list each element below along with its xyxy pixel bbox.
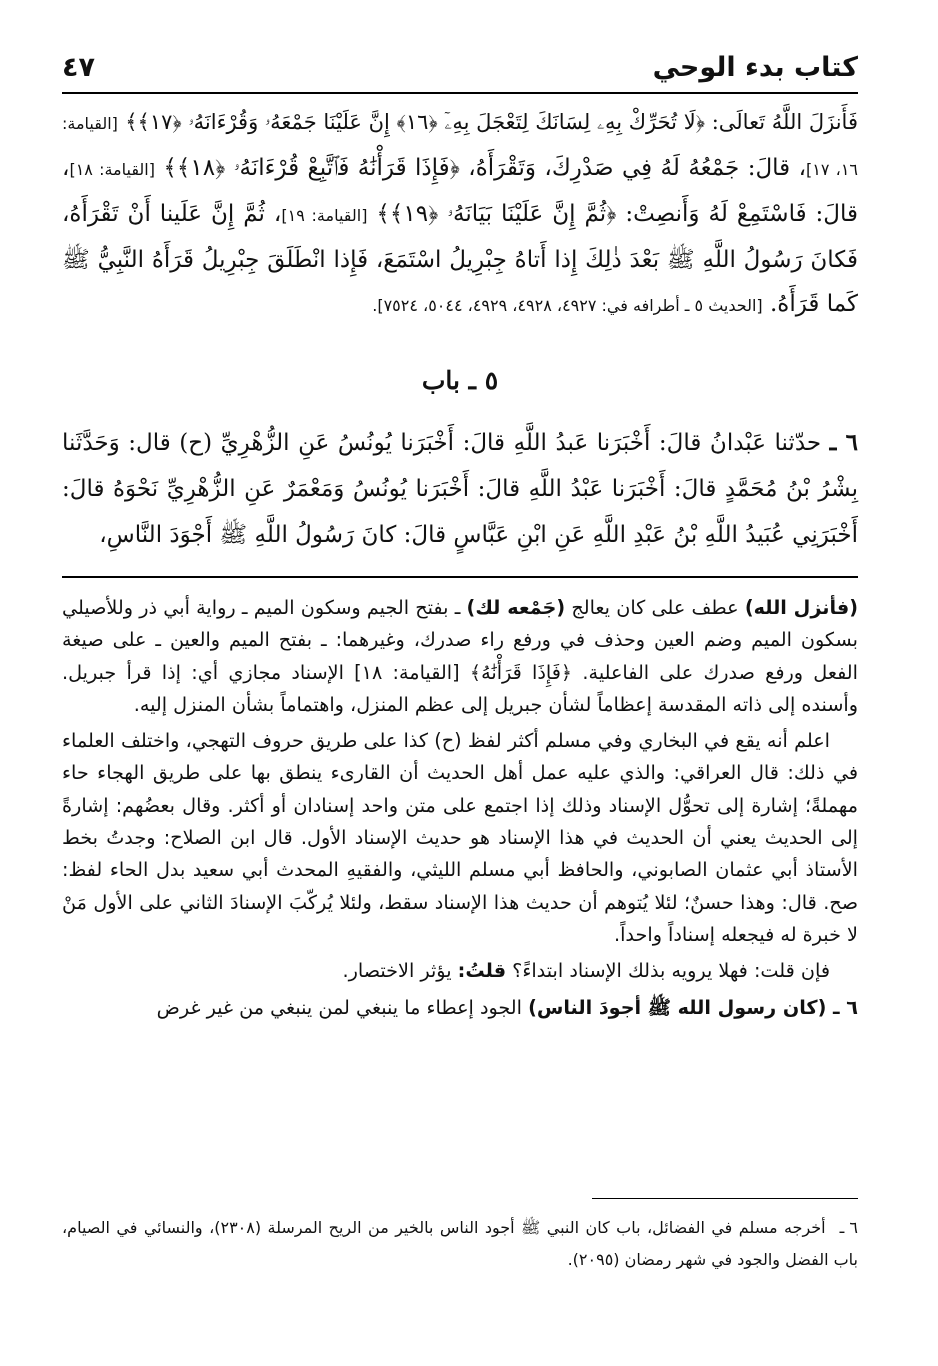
header-rule bbox=[62, 92, 858, 94]
lemma-ajwad: ٦ ـ (كان رسول الله ﷺ أجودَ الناس) bbox=[528, 995, 858, 1019]
commentary-separator bbox=[62, 576, 858, 578]
quran-ref-3: [القيامة: ١٩] bbox=[281, 206, 368, 225]
footnote-text: أخرجه مسلم في الفضائل، باب كان النبي ﷺ أجود الناس بالخير من الريح المرسلة (٢٣٠٨)، والنسائي في الصيام، باب الفضل والجود في شهر رمضان (٢٠٩٥). bbox=[62, 1218, 858, 1269]
lemma-fa-anzala: (فأنزل الله) bbox=[744, 596, 858, 619]
footnote bbox=[62, 1212, 858, 1276]
hadith-body: حدّثنا عَبْدانُ قالَ: أَخْبَرَنا عَبدُ اللَّهِ قالَ: أَخْبَرَنا يُونُسُ عَنِ الزُّهْرِيِّ (ح) قال: وَحَدَّثَنا بِشْرُ بْنُ مُحَمَّدٍ قالَ: أَخْبَرَنا عَبْدُ اللَّهِ قالَ: أَخْبَرَنا يُونُسُ وَمَعْمَرٌ عَنِ الزُّهْرِيِّ نَحْوَهُ قالَ: أَخْبَرَنِي عُبَيدُ اللَّهِ بْنُ عَبْدِ اللَّهِ عَنِ ابْنِ عَبَّاسٍ قالَ: كانَ رَسُولُ اللَّهِ ﷺ أَجْوَدَ النَّاسِ، bbox=[62, 430, 858, 548]
commentary-paragraph-3 bbox=[62, 955, 858, 987]
matn-line-3: ، قالَ: فَاسْتَمِعْ لَهُ وَأَنصِتْ: ﴿ثُمَّ إِنَّ عَلَيْنَا بَيَانَهُۥ ﴿١٩﴾﴾ bbox=[62, 155, 858, 227]
matn-line-4: ، ثُمَّ إِنَّ عَلَينا أَنْ تَقْرَأَهُ، فَكانَ رَسُولُ اللَّهِ ﷺ بَعْدَ ذٰلِكَ إِذا أَتاهُ جِبْرِيلُ اسْتَمَعَ، فَإِذا انْطَلَقَ جِبْرِيلُ قَرَأَهُ النَّبِيُّ ﷺ كَما قَرَأَهُ. bbox=[62, 201, 858, 317]
hadith-paragraph bbox=[62, 420, 858, 558]
hadith-number: ٦ ـ bbox=[829, 429, 859, 456]
qultu-label: قلتُ: bbox=[457, 959, 507, 983]
page-number: ٤٧ bbox=[62, 52, 95, 83]
main-paragraph bbox=[62, 100, 858, 328]
footnote-number: ٦ ـ bbox=[839, 1218, 858, 1237]
lemma-jamuhu: (جَمْعه لك) bbox=[466, 596, 566, 619]
footnote-rule bbox=[592, 1198, 858, 1199]
main-text bbox=[62, 100, 858, 328]
commentary-paragraph-2: اعلم أنه يقع في البخاري وفي مسلم أكثر لفظ (ح) كذا على طريق حروف التهجي، واختلف العلماء في ذلك: قال العراقي: والذي عليه عمل أهل الحديث أن القارىء ينطق بها على طريق الهجاء حاء مهملةً؛ إشارة إلى تحوُّل الإسناد وذلك إذا اجتمع على متن واحد إسنادان أو أكثر. وقال بعضُهم: إشارةً إلى الحديث يعني أن الحديث في هذا الإسناد هو حديث الإسناد الأول. قال ابن الصلاح: وجدتُ بخط الأستاذ أبي عثمان الصابوني، والحافظ أبي مسلم الليثي، والفقيهِ المحدث أبي سعيد بدل الحاء لفظ: صح. قال: وهذا حسنٌ؛ لئلا يُتوهم أن حديث هذا الإسناد سقط، ولئلا يُركّبَ الإسنادَ الثاني على الأول مَنْ لا خبرة له فيجعله إسناداً واحداً. bbox=[62, 729, 858, 946]
commentary-text: عطف على كان يعالج bbox=[565, 596, 745, 619]
commentary-text: يؤثر الاختصار. bbox=[342, 959, 458, 983]
quran-ref-2: [القيامة: ١٨] bbox=[69, 160, 155, 179]
commentary-text: الجود إعطاء ما ينبغي لمن ينبغي من غير غرض bbox=[156, 995, 529, 1019]
running-header bbox=[62, 48, 858, 88]
commentary-paragraph-1 bbox=[62, 592, 858, 721]
matn-line-1: فَأَنزَلَ اللَّهُ تَعالَى: ﴿لَا تُحَرِّكْ بِهِۦ لِسَانَكَ لِتَعْجَلَ بِهِۦٓ ﴿١٦﴾ إِنَّ عَلَيْنَا جَمْعَهُۥ وَقُرْءَانَهُۥ ﴿١٧﴾﴾ bbox=[125, 110, 858, 134]
hadith-cross-ref: [الحديث ٥ ـ أطرافه في: ٤٩٢٧، ٤٩٢٨، ٤٩٢٩، ٥٠٤٤، ٧٥٢٤]. bbox=[372, 296, 763, 315]
commentary-paragraph-4 bbox=[62, 992, 858, 1024]
footnote-paragraph bbox=[62, 1212, 858, 1276]
hadith-text bbox=[62, 420, 858, 558]
commentary bbox=[62, 592, 858, 1028]
commentary-text: ـ بفتح الجيم وسكون الميم ـ رواية أبي ذر وللأصيلي بسكون الميم وضم العين وحذف في ورفع راء صدرك، وغيرهما: ـ بفتح الميم والعين ـ على صيغة الفعل ورفع صدرك على الفاعلية. ﴿فَإِذَا قَرَأْنَٰهُ﴾ [القيامة: ١٨] الإسناد مجازي أي: إذا قرأ جبريل. وأسنده إلى ذاته المقدسة إعظاماً لشأن جبريل إلى عظم المنزل، واهتماماً بشأن المنزل إليه. bbox=[62, 596, 858, 716]
commentary-text: فإن قلت: فهلا يرويه بذلك الإسناد ابتداءً؟ bbox=[506, 959, 830, 983]
chapter-title: كتاب بدء الوحي bbox=[652, 52, 858, 83]
matn-line-2: ، قالَ: جَمْعُهُ لَهُ فِي صَدْرِكَ، وَتَقْرَأَهُ، ﴿فَإِذَا قَرَأْنَٰهُ فَٱتَّبِعْ قُرْءَانَهُۥ ﴿١٨﴾﴾ bbox=[163, 155, 807, 181]
quran-ref-1: [القيامة: ١٦، ١٧] bbox=[62, 114, 859, 179]
bab-heading: ٥ ـ باب bbox=[421, 366, 499, 395]
